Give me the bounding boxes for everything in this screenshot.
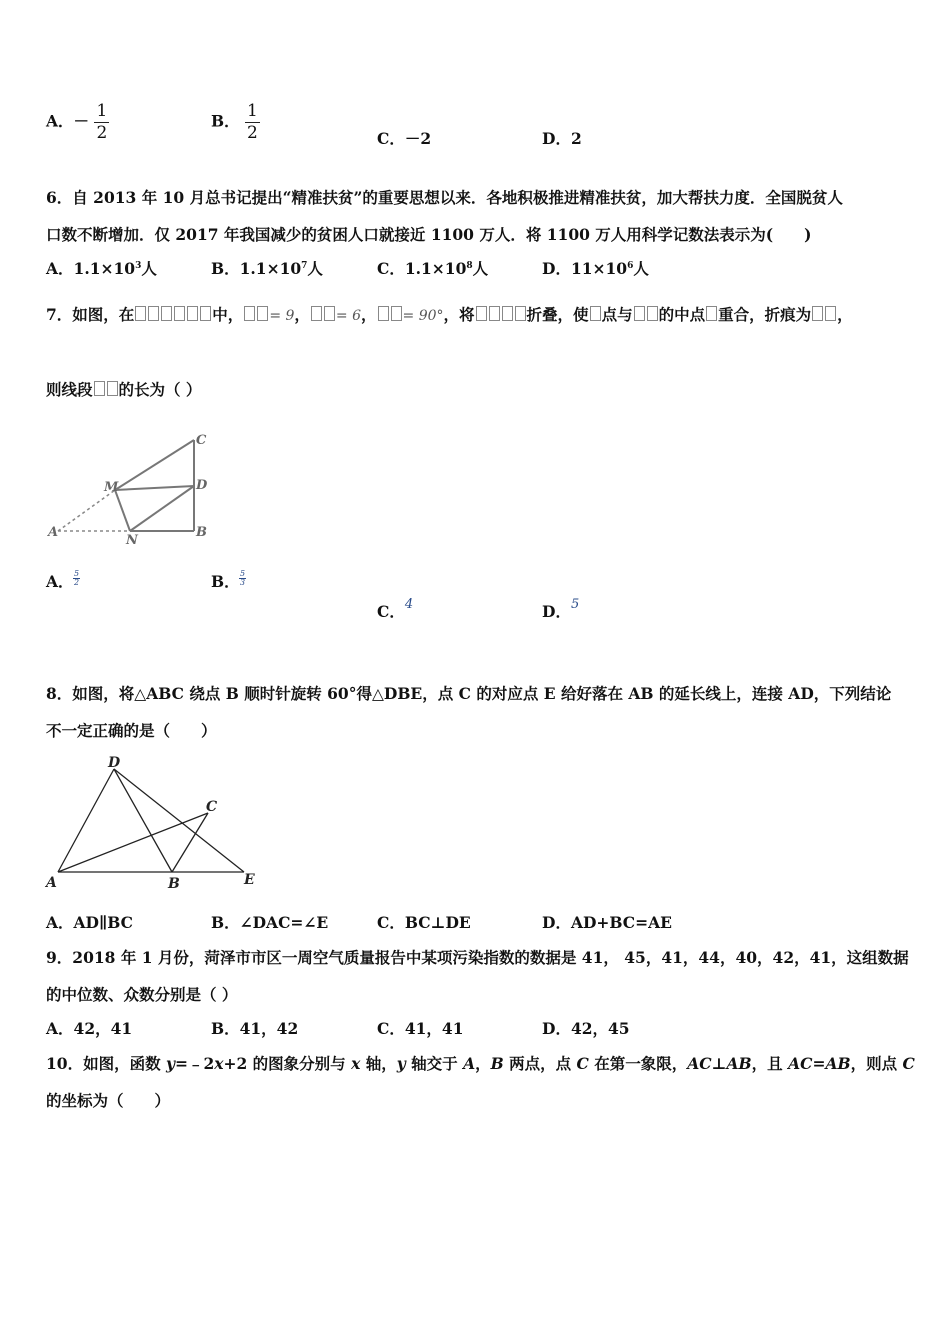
math-expr: = 90° xyxy=(402,308,444,324)
label-n: N xyxy=(126,533,138,548)
fraction: $\frac{5}{3}$ xyxy=(240,569,246,587)
label-a: A xyxy=(46,875,57,891)
segment-ad xyxy=(58,769,114,872)
segment-md xyxy=(115,486,194,490)
label-d: D xyxy=(108,755,121,771)
q6-option-d[interactable]: D．$11\times 10^6$人 xyxy=(542,259,649,278)
q7-option-b[interactable]: B． $\frac{5}{3}$ xyxy=(211,569,246,591)
math-expr: = 9 xyxy=(269,308,295,324)
q6-option-b[interactable]: B．$1.1\times 10^7$人 xyxy=(211,259,323,278)
q8-stem-line1: 8．如图，将△ABC 绕点 B 顺时针旋转 60°得△DBE，点 C 的对应点 E 给好落在 AB 的延长线上，连接 AD，下列结论 xyxy=(46,684,892,703)
q6-option-a[interactable]: A．$1.1\times 10^3$人 xyxy=(46,259,157,278)
label-m: M xyxy=(104,480,119,495)
segment-de xyxy=(114,769,244,872)
option-label: B． xyxy=(211,111,240,131)
segment-mn xyxy=(115,490,130,531)
segment-nd xyxy=(130,486,194,531)
minus-sign: － xyxy=(73,111,90,131)
segment-cm xyxy=(115,440,194,490)
q8-option-a[interactable]: A．AD∥BC xyxy=(46,913,133,932)
q9-stem-line2: 的中位数、众数分别是（ ） xyxy=(46,985,238,1004)
q8-figure xyxy=(44,755,264,893)
q8-option-b[interactable]: B．∠DAC=∠E xyxy=(211,913,329,932)
q9-stem-line1: 9．2018 年 1 月份，菏泽市市区一周空气质量报告中某项污染指数的数据是 41， 45，41，44，40，42，41，这组数据 xyxy=(46,948,909,967)
q7-option-c[interactable]: C．$^4$ xyxy=(377,597,414,621)
q7-option-a[interactable]: A． $\frac{5}{2}$ xyxy=(46,569,80,591)
q8-option-c[interactable]: C．BC⊥DE xyxy=(377,913,471,932)
q6-option-c[interactable]: C．$1.1\times 10^8$人 xyxy=(377,259,489,278)
q9-option-c[interactable]: C．41，41 xyxy=(377,1019,464,1038)
label-c: C xyxy=(196,433,207,448)
label-b: B xyxy=(168,876,180,892)
q5-option-b[interactable] xyxy=(211,103,260,142)
label-d: D xyxy=(196,478,208,493)
option-label: A． xyxy=(46,111,74,131)
label-b: B xyxy=(196,525,207,540)
fraction: $\frac{1}{2}$ xyxy=(96,101,108,143)
q10-stem-line2: 的坐标为（ ） xyxy=(46,1091,171,1110)
fraction: $\frac{1}{2}$ xyxy=(247,101,258,143)
q10-stem-line1: 10．如图，函数 y=﹣2x+2 的图象分别与 x 轴，y 轴交于 A，B 两点，点 C 在第一象限，AC⊥AB，且 AC=AB，则点 C xyxy=(46,1054,915,1073)
q7-stem-line1: 7．如图，在 中， = 9， = 6， = 90°，将 折叠，使 点与 的中点 重合，折痕为 ， xyxy=(46,305,853,324)
q6-stem-line1: 6．自 2013 年 10 月总书记提出“精准扶贫”的重要思想以来．各地积极推进精准扶贫，加大帮扶力度．全国脱贫人 xyxy=(46,188,843,207)
label-e: E xyxy=(244,872,255,888)
q8-stem-line2: 不一定正确的是（ ） xyxy=(46,721,217,740)
label-c: C xyxy=(206,799,218,815)
segment-bc xyxy=(172,813,208,872)
missing-glyph xyxy=(135,306,146,321)
q9-option-d[interactable]: D．42，45 xyxy=(542,1019,630,1038)
fraction: $\frac{5}{2}$ xyxy=(73,569,80,587)
dashed-am xyxy=(58,490,115,531)
q6-stem-line2: 口数不断增加．仅 2017 年我国减少的贫困人口就接近 1100 万人．将 1100 万人用科学记数法表示为( ) xyxy=(46,225,812,244)
segment-ac xyxy=(58,813,208,872)
q8-option-d[interactable]: D．AD+BC=AE xyxy=(542,913,672,932)
segment-db xyxy=(114,769,172,872)
label-a: A xyxy=(48,525,59,540)
q7-stem-line2: 则线段 的长为（ ） xyxy=(46,380,202,399)
q7-option-d[interactable]: D．$^5$ xyxy=(542,597,580,621)
q7-figure xyxy=(44,430,224,548)
q9-option-b[interactable]: B．41，42 xyxy=(211,1019,299,1038)
q9-option-a[interactable]: A．42，41 xyxy=(46,1019,133,1038)
q5-option-d[interactable]: D．2 xyxy=(542,129,582,148)
q5-option-a[interactable] xyxy=(46,103,109,142)
math-expr: = 6 xyxy=(335,308,362,324)
q5-option-c[interactable]: C．－2 xyxy=(377,129,432,148)
